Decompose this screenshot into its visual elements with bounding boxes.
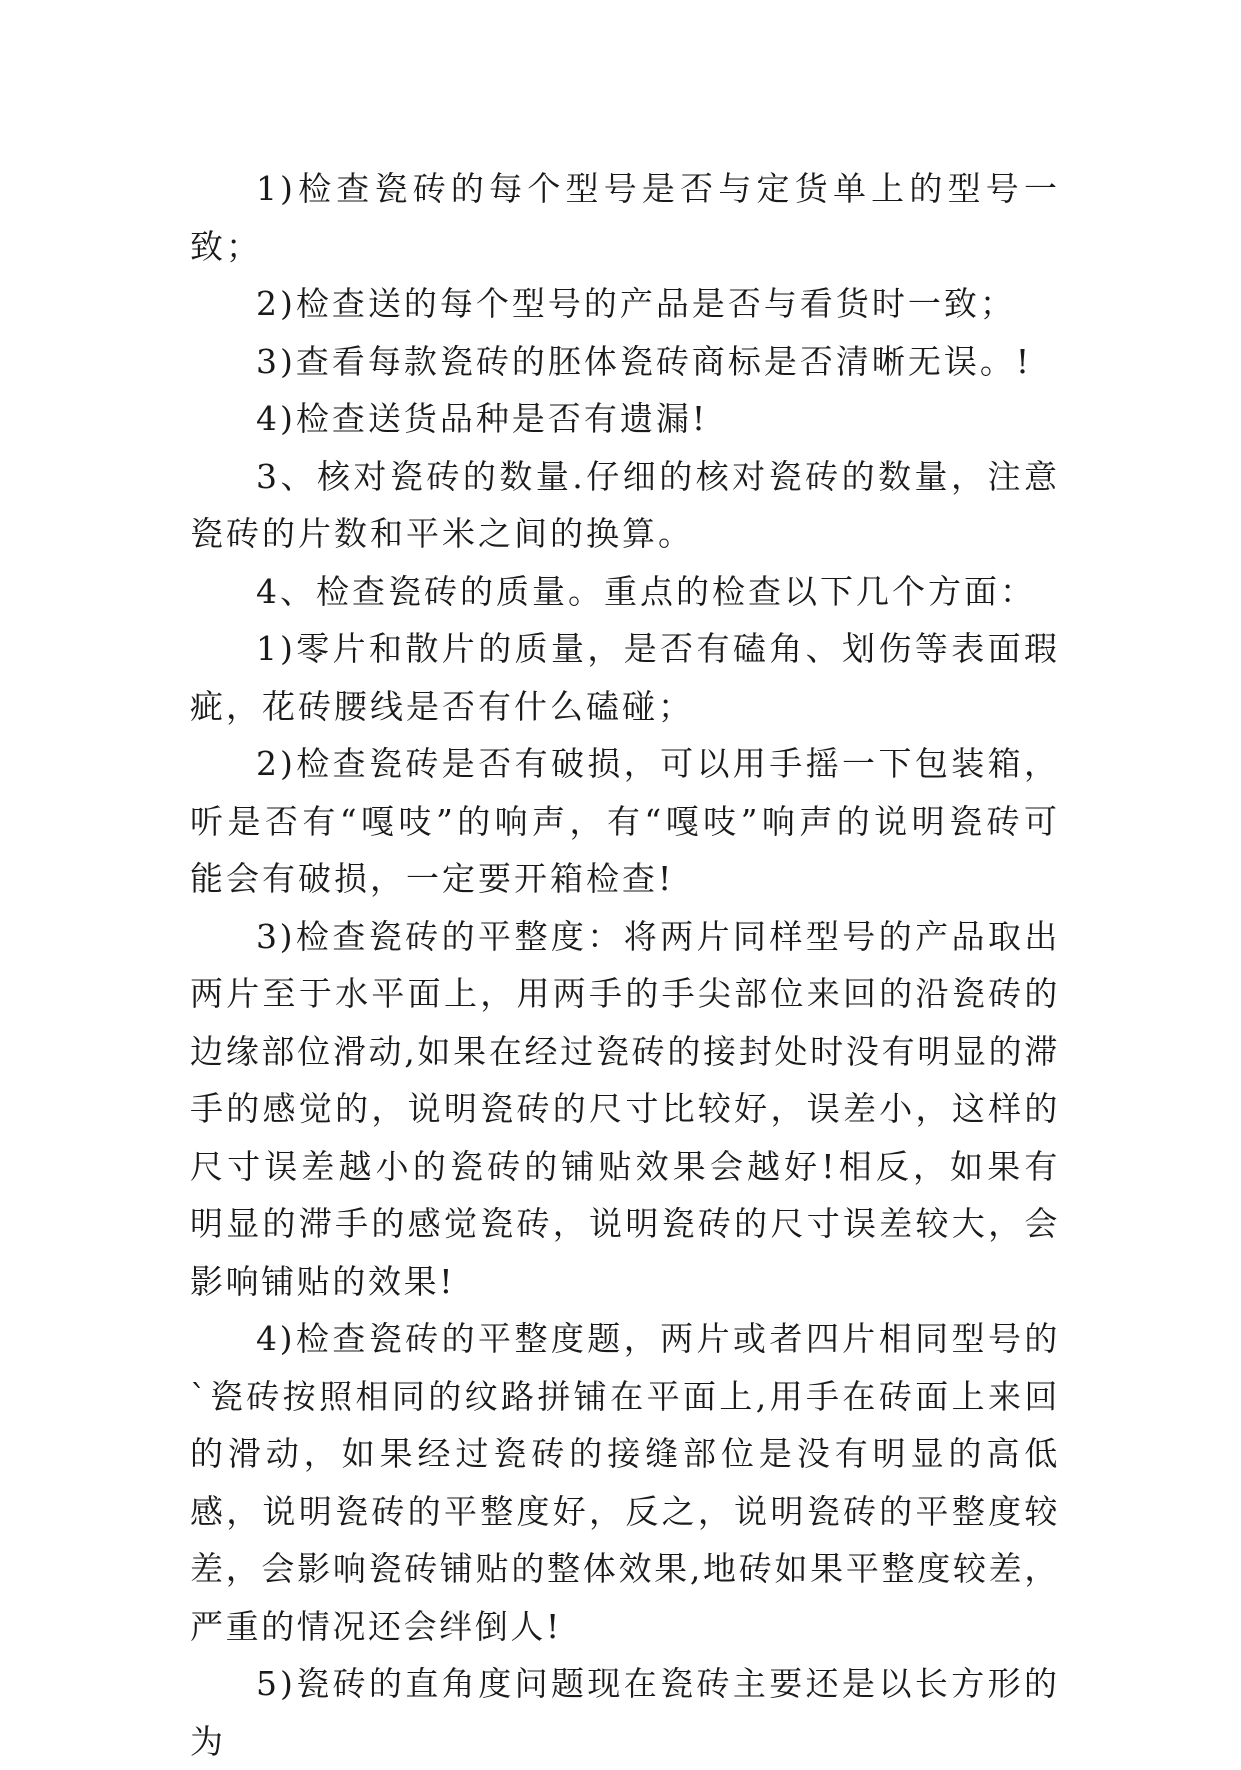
paragraph-check-flatness-edges: 3)检查瓷砖的平整度：将两片同样型号的产品取出两片至于水平面上，用两手的手尖部位来回的沿瓷砖的边缘部位滑动,如果在经过瓷砖的接封处时没有明显的滞手的感觉的，说明瓷砖的尺寸比较好，误差小，这样的尺寸误差越小的瓷砖的铺贴效果会越好!相反，如果有明显的滞手的感觉瓷砖，说明瓷砖的尺寸误差较大，会影响铺贴的效果!: [190, 916, 1060, 1301]
paragraph-check-model-sample: 2)检查送的每个型号的产品是否与看货时一致；: [256, 284, 1016, 323]
paragraph-check-model-order: 1)检查瓷砖的每个型号是否与定货单上的型号一致；: [190, 169, 1060, 266]
paragraph-check-quantity: 3、核对瓷砖的数量.仔细的核对瓷砖的数量，注意瓷砖的片数和平米之间的换算。: [190, 456, 1060, 553]
paragraph-check-trademark: 3)查看每款瓷砖的胚体瓷砖商标是否清晰无误。!: [256, 341, 1033, 381]
paragraph-check-variety: 4)检查送货品种是否有遗漏!: [256, 399, 709, 438]
paragraph-check-surface-defects: 1)零片和散片的质量，是否有磕角、划伤等表面瑕疵，花砖腰线是否有什么磕碰；: [190, 629, 1060, 726]
paragraph-check-breakage: 2)检查瓷砖是否有破损，可以用手摇一下包装箱，听是否有“嘎吱”的响声，有“嘎吱”响声的说明瓷砖可能会有破损，一定要开箱检查!: [190, 744, 1060, 898]
document-body: [190, 160, 1060, 1770]
paragraph-check-flatness-joints: 4)检查瓷砖的平整度题，两片或者四片相同型号的`瓷砖按照相同的纹路拼铺在平面上,用手在砖面上来回的滑动，如果经过瓷砖的接缝部位是没有明显的高低感，说明瓷砖的平整度好，反之，说明瓷砖的平整度较差，会影响瓷砖铺贴的整体效果,地砖如果平整度较差，严重的情况还会绊倒人!: [190, 1319, 1060, 1646]
paragraph-check-right-angle: 5)瓷砖的直角度问题现在瓷砖主要还是以长方形的为: [190, 1664, 1060, 1761]
paragraph-check-quality-heading: 4、检查瓷砖的质量。重点的检查以下几个方面：: [256, 571, 1036, 611]
